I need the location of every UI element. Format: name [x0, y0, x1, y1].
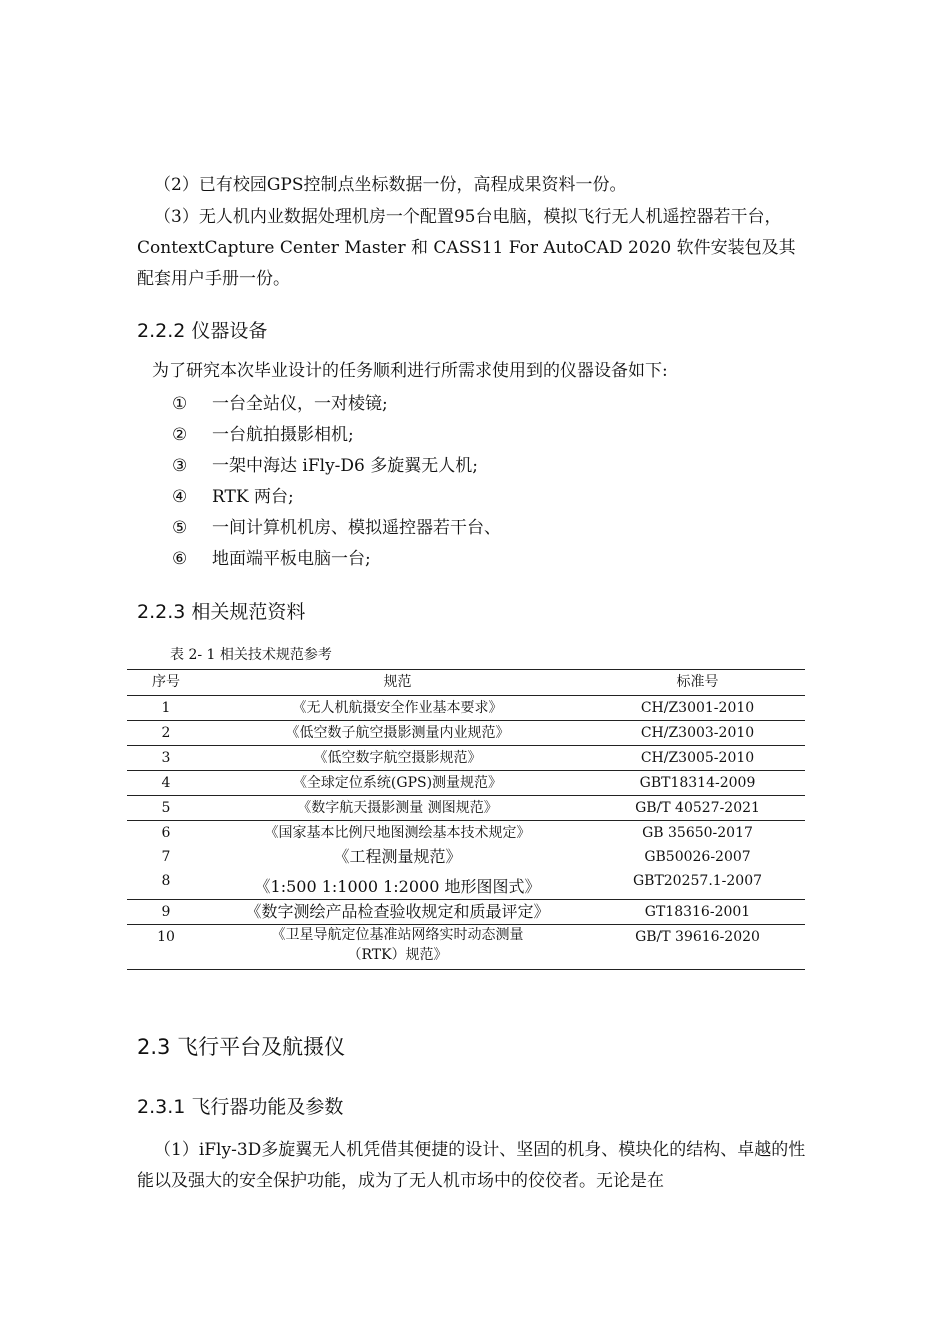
table-row: 2 《低空数子航空摄影测量内业规范》 CH/Z3003-2010	[127, 721, 805, 746]
table-row: 8 《1:500 1:1000 1:2000 地形图图式》 GBT20257.1-2007	[127, 869, 805, 900]
equipment-intro: 为了研究本次毕业设计的任务顺利进行所需求使用到的仪器设备如下:	[152, 361, 668, 381]
paragraph-3: （3）无人机内业数据处理机房一个配置95台电脑，模拟飞行无人机遥控器若干台，ContextCapture Center Master 和 CASS11 For AutoCAD 2020 软件安装包及其配套用户手册一份。	[137, 207, 796, 289]
table-row: 6 《国家基本比例尺地图测绘基本技术规定》 GB 35650-2017	[161, 825, 753, 841]
table-row: 1 《无人机航摄安全作业基本要求》 CH/Z3001-2010	[127, 696, 805, 721]
table-row: 10 《卫星导航定位基准站网络实时动态测量（RTK）规范》 GB/T 39616-2020	[127, 925, 805, 970]
table-header-row	[127, 670, 805, 696]
list-item: ③ 一架中海达 iFly-D6 多旋翼无人机;	[172, 456, 478, 476]
header-no: 序号	[152, 674, 180, 690]
table-row: 5 《数字航天摄影测量 测图规范》 GB/T 40527-2021	[127, 796, 805, 821]
table-row: 3 《低空数字航空摄影规范》 CH/Z3005-2010	[127, 746, 805, 771]
heading-2-2-3: 2.2.3 相关规范资料	[137, 601, 306, 623]
equipment-list	[172, 389, 501, 575]
list-item: ⑤ 一间计算机机房、模拟遥控器若干台、	[172, 518, 501, 538]
heading-2-3-1: 2.3.1 飞行器功能及参数	[137, 1096, 344, 1118]
paragraph-2-3-1: （1）iFly-3D多旋翼无人机凭借其便捷的设计、坚固的机身、模块化的结构、卓越的性能以及强大的安全保护功能，成为了无人机市场中的佼佼者。无论是在	[137, 1140, 806, 1191]
standards-table	[127, 669, 805, 970]
table-row: 4 《全球定位系统(GPS)测量规范》 GBT18314-2009	[127, 771, 805, 796]
heading-2-3: 2.3 飞行平台及航摄仪	[137, 1035, 346, 1059]
list-item: ⑥ 地面端平板电脑一台;	[172, 549, 371, 569]
header-code: 标准号	[676, 674, 719, 690]
table-row: 9 《数字测绘产品检查验收规定和质最评定》 GT18316-2001	[127, 900, 805, 925]
table-caption: 表 2- 1 相关技术规范参考	[170, 647, 332, 663]
paragraph-2: （2）已有校园GPS控制点坐标数据一份，高程成果资料一份。	[154, 175, 627, 195]
table-row: 7 《工程测量规范》 GB50026-2007	[161, 847, 751, 866]
header-name: 规范	[383, 674, 412, 690]
list-item: ② 一台航拍摄影相机;	[172, 425, 354, 445]
list-item: ④ RTK 两台;	[172, 487, 294, 507]
list-item: ① 一台全站仪，一对棱镜;	[172, 394, 388, 414]
heading-2-2-2: 2.2.2 仪器设备	[137, 320, 268, 342]
